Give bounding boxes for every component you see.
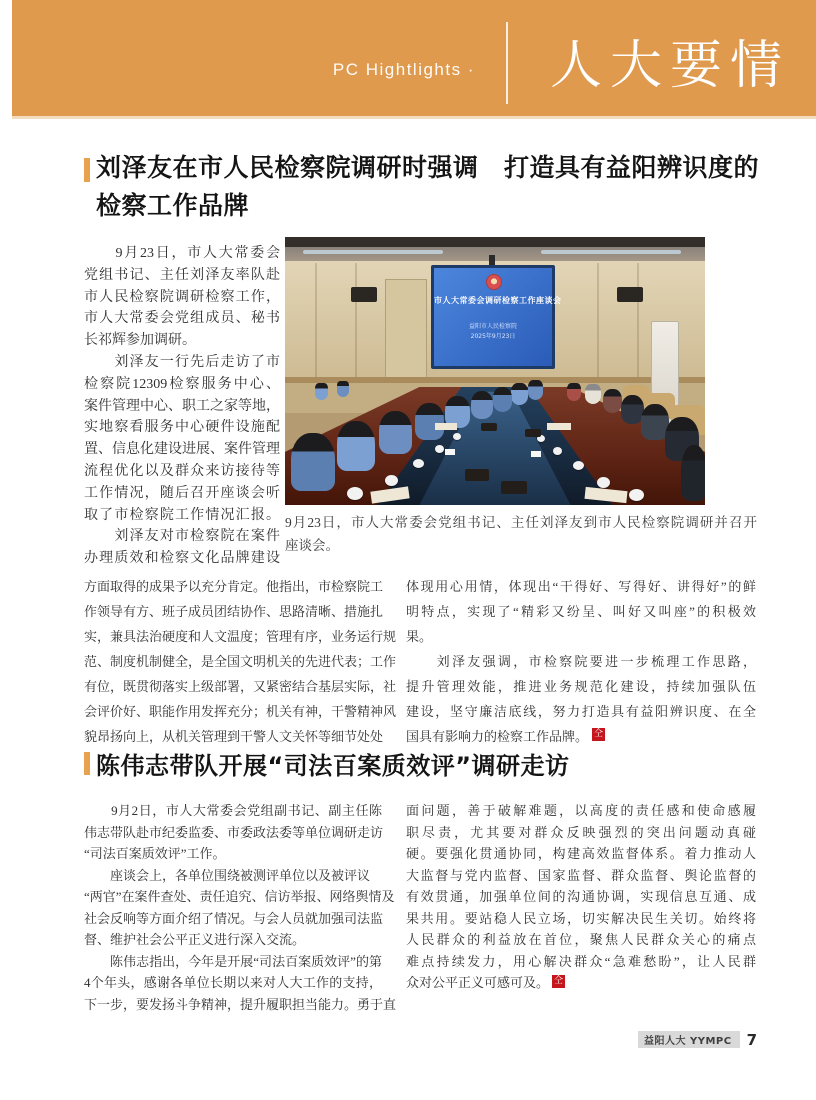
article1-end-seal: 仝 — [593, 729, 603, 739]
paper — [435, 423, 457, 430]
text-line: 刘泽友强调，市检察院要进一步梳理工作思路， — [406, 654, 756, 669]
photo-person — [681, 445, 705, 501]
article1-lower-left-column — [84, 574, 397, 749]
text-line: 硬。要强化贯通协同，构建高效监督体系。着力推动人 — [406, 846, 756, 861]
footer-page-number: 7 — [746, 1030, 758, 1049]
article2-left-column — [84, 800, 397, 1015]
photo-person — [291, 433, 335, 491]
tea-cup — [413, 459, 424, 468]
text-line: 办理质效和检察文化品牌建设 — [84, 551, 280, 567]
text-line: 众对公平正义可感可及。 — [406, 975, 550, 990]
footer-brand: 益阳人大 YYMPC — [644, 1036, 732, 1047]
text-line: 面问题，善于破解难题，以高度的责任感和使命感履 — [406, 803, 756, 818]
article1-lower-right-column — [406, 574, 756, 749]
text-line: 取了市检察院工作情况汇报。 — [84, 507, 280, 523]
text-line: 建设，坚守廉洁底线，努力打造具有益阳辨识度、在全 — [406, 704, 756, 719]
article2-title-bar — [84, 752, 90, 775]
photo-person — [585, 384, 601, 404]
name-card — [531, 451, 541, 457]
text-line: 有位，既贯彻落实上级部署，又紧密结合基层实际，社 — [84, 679, 397, 694]
text-line: 督、维护社会公平正义进行深入交流。 — [84, 932, 306, 947]
photo-person — [528, 380, 543, 400]
text-line: 座谈会上，各单位围绕被测评单位以及被评议 — [84, 867, 371, 883]
text-line: 会评价好、职能作用发挥充分；机关有神，干警精神风 — [84, 704, 397, 719]
screen-org: 益阳市人民检察院 — [468, 323, 517, 330]
tea-cup — [347, 487, 363, 500]
text-line: 体现用心用情，体现出“干得好、写得好、讲得好”的鲜 — [406, 579, 756, 594]
text-line: 难点持续发力，用心解决群众“急难愁盼”，让人民群 — [406, 953, 756, 969]
conference-photo — [285, 237, 705, 505]
photo-person — [337, 421, 375, 471]
name-card — [445, 449, 455, 455]
text-line: 国具有影响力的检察工作品牌。 — [406, 729, 589, 744]
tea-cup — [435, 445, 444, 453]
tea-cup — [553, 447, 562, 455]
speaker-left — [351, 287, 377, 302]
text-line: 检察院12309检察服务中心、 — [84, 376, 280, 392]
text-line: 职尽责，尤其要对群众反映强烈的突出问题动真碰 — [406, 824, 756, 840]
footer-bar — [638, 1030, 758, 1049]
photo-ceiling — [285, 237, 705, 247]
speaker-right — [617, 287, 643, 302]
wall-panel-line — [637, 263, 639, 381]
text-line: 市人民检察院调研检察工作， — [84, 289, 280, 305]
text-line: 明特点，实现了“精彩又纷呈、叫好又叫座”的积极效 — [406, 604, 756, 619]
article2-end-seal: 仝 — [553, 976, 563, 986]
table-box — [465, 469, 489, 481]
screen-date: 2025年9月23日 — [470, 333, 516, 340]
text-line: 9月23日，市人大常委会 — [84, 246, 280, 261]
photo-person — [603, 389, 622, 413]
article1-upper-left-column — [84, 243, 280, 570]
article1-title-bar — [84, 158, 90, 182]
photo-ceiling-light — [541, 250, 681, 254]
text-line: 果共用。要站稳人民立场，切实解决民生关切。始终将 — [406, 910, 756, 926]
tea-cup — [453, 433, 461, 440]
text-line: 流程优化以及群众来访接待等 — [84, 463, 280, 479]
header-band-edge — [12, 116, 816, 119]
text-line: 有效贯通，加强单位间的沟通协调，实现信息互通、成 — [406, 889, 756, 904]
photo-ceiling-light — [303, 250, 443, 254]
photo-person — [511, 383, 528, 405]
text-line: 作领导有方、班子成员团结协作、思路清晰、措施扎 — [84, 604, 384, 619]
text-line: 范、制度机制健全，是全国文明机关的先进代表；工作 — [84, 654, 397, 669]
header-eyebrow: PC Hightlights · — [332, 60, 475, 79]
text-line: 实地察看服务中心硬件设施配 — [84, 420, 280, 436]
text-line: 9月23日，市人大常委会党组书记、主任刘泽友到市人民检察院调研并召开 — [285, 515, 757, 530]
text-line: 座谈会。 — [285, 538, 339, 553]
table-box — [501, 481, 527, 494]
text-line: 刘泽友一行先后走访了市 — [84, 354, 280, 370]
photo-person — [415, 403, 444, 440]
text-line: 方面取得的成果予以充分肯定。他指出，市检察院工 — [84, 579, 384, 594]
text-line: 案件管理中心、职工之家等地， — [84, 398, 280, 414]
text-line: “司法百案质效评”工作。 — [84, 846, 226, 861]
text-line: 下一步，要发扬斗争精神，提升履职担当能力。勇于直 — [84, 996, 397, 1012]
text-line: 长祁辉参加调研。 — [84, 333, 196, 349]
wall-panel-line — [597, 263, 599, 381]
text-line: 社会反响等方面介绍了情况。与会人员就加强司法监 — [84, 910, 384, 926]
photo-person — [471, 391, 493, 419]
text-line: 果。 — [406, 629, 433, 644]
text-line: 人民群众的利益放在首位，聚焦人民群众关心的痛点 — [406, 932, 756, 947]
wall-panel-line — [315, 263, 317, 381]
photo-person — [337, 381, 349, 397]
text-line: 实，兼具法治硬度和人文温度；管理有序，业务运行规 — [84, 629, 397, 644]
text-line: “两官”在案件查处、责任追究、信访举报、网络舆情及 — [84, 889, 395, 904]
text-line: 市人大常委会党组成员、秘书 — [84, 311, 280, 327]
text-line: 9月2日，市人大常委会党组副书记、副主任陈 — [84, 803, 382, 818]
text-line: 4个年头，感谢各单位长期以来对人大工作的支持， — [84, 975, 382, 990]
text-line: 刘泽友对市检察院在案件 — [84, 529, 280, 545]
section-title: 人大要情 — [549, 36, 790, 96]
article1-title-line1: 刘泽友在市人民检察院调研时强调 打造具有益阳辨识度的 — [96, 153, 760, 182]
text-line: 工作情况，随后召开座谈会听 — [84, 485, 280, 501]
article2-title: 陈伟志带队开展“司法百案质效评”调研走访 — [96, 752, 570, 780]
article1-title-line2: 检察工作品牌 — [96, 191, 250, 220]
text-line: 提升管理效能，推进业务规范化建设，持续加强队伍 — [406, 679, 756, 694]
procuratorate-emblem — [486, 274, 502, 290]
photo-person — [567, 383, 581, 401]
screen-title: 市人大常委会调研检察工作座谈会 — [434, 296, 562, 305]
photo-door — [385, 279, 427, 381]
photo-person — [493, 387, 512, 412]
article1-title — [96, 149, 766, 225]
tea-cup — [597, 477, 610, 488]
text-line: 大监督与党内监督、国家监督、群众监督、舆论监督的 — [406, 867, 756, 883]
paper — [547, 423, 571, 430]
tea-cup — [629, 489, 644, 501]
wall-panel-line — [355, 263, 357, 381]
table-box — [481, 423, 497, 431]
text-line: 伟志带队赴市纪委监委、市委政法委等单位调研走访 — [84, 824, 384, 840]
photo-caption — [285, 511, 757, 557]
text-line: 党组书记、主任刘泽友率队赴 — [84, 267, 280, 283]
tea-cup — [573, 461, 584, 470]
tea-cup — [385, 475, 398, 486]
table-box — [525, 429, 541, 437]
screen-bracket — [489, 255, 495, 265]
photo-person — [379, 411, 412, 454]
photo-person — [315, 383, 328, 400]
text-line: 置、信息化建设进展、案件管理 — [84, 442, 280, 458]
text-line: 貌昂扬向上，从机关管理到干警人文关怀等细节处处 — [84, 729, 384, 744]
article2-right-column — [406, 800, 756, 994]
text-line: 陈伟志指出，今年是开展“司法百案质效评”的第 — [84, 953, 382, 969]
